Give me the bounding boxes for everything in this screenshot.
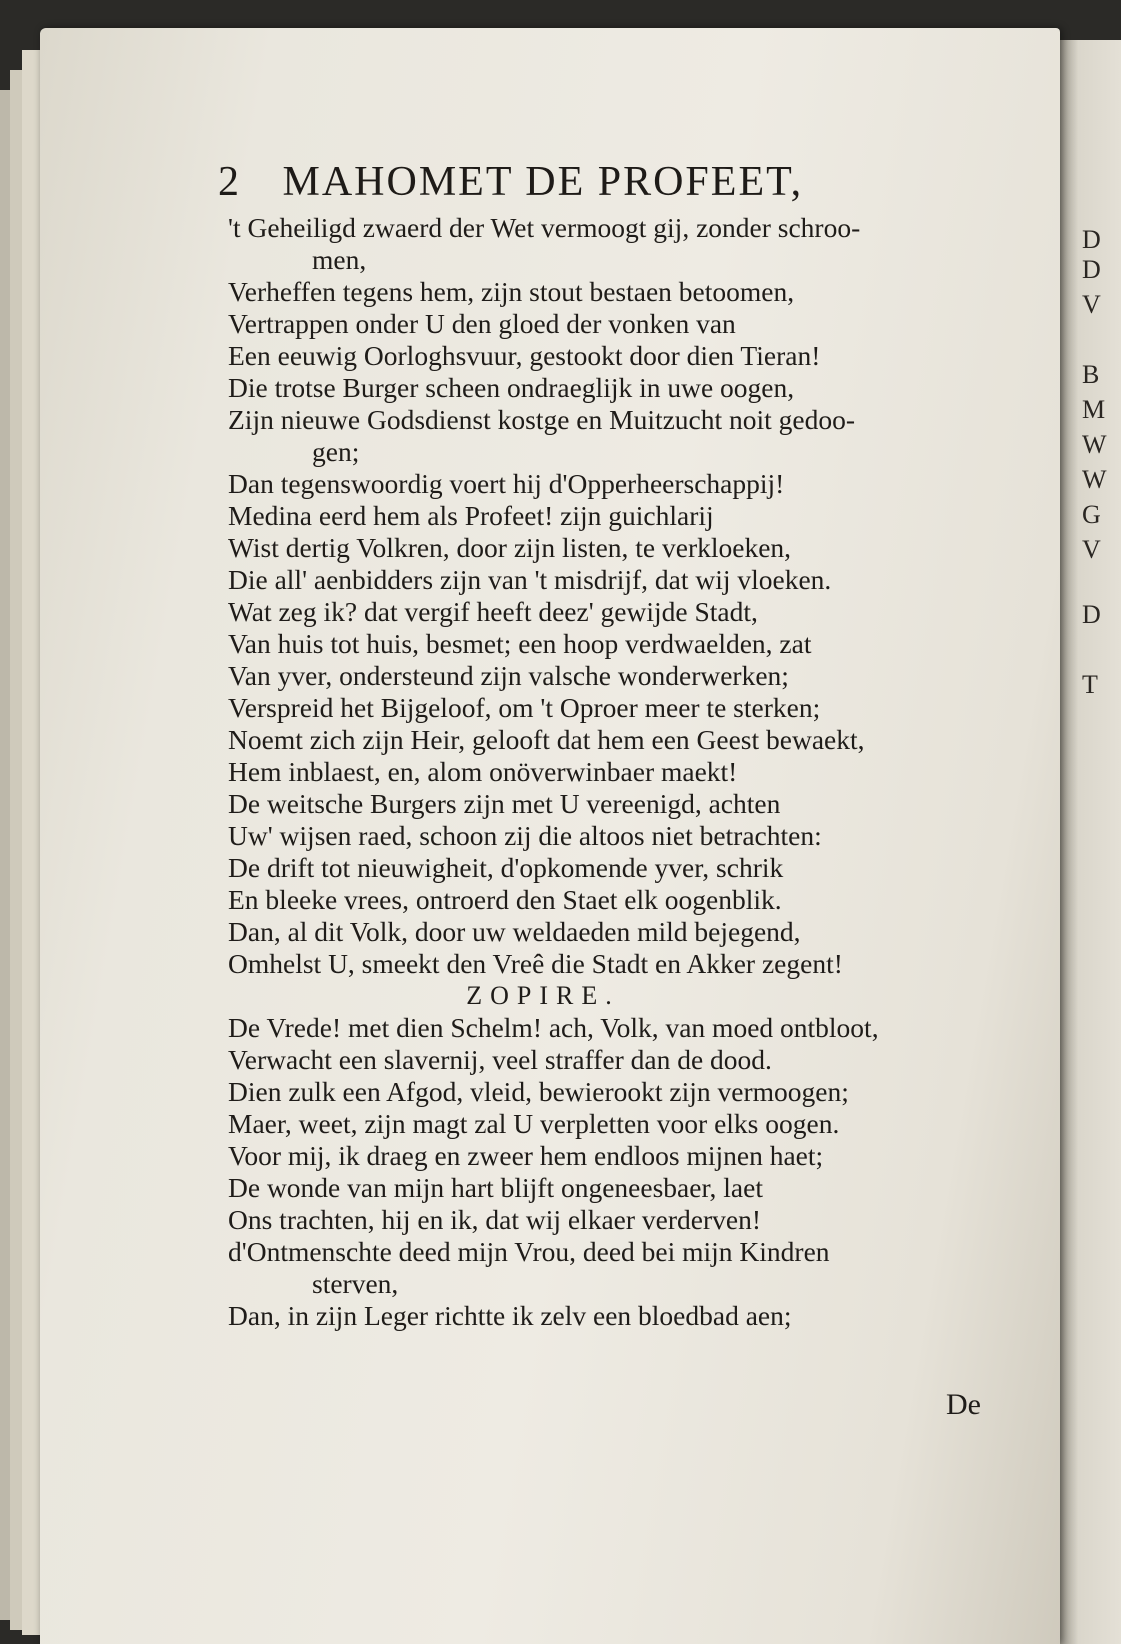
verse-line: De drift tot nieuwigheit, d'opkomende yver, schrik [228,852,784,883]
facing-page-letter: W [1082,465,1107,494]
verse-line: Dien zulk een Afgod, vleid, bewierookt zijn vermoogen; [228,1076,849,1107]
verse-line: Hem inblaest, en, alom onöverwinbaer maekt! [228,756,738,787]
verse-line: De weitsche Burgers zijn met U vereenigd, achten [228,788,781,819]
facing-page-letter: V [1082,535,1101,564]
running-header [218,158,938,208]
verse-line: Noemt zich zijn Heir, gelooft dat hem een Geest bewaekt, [228,724,865,755]
speaker-name: ZOPIRE. [466,981,620,1010]
verse-line: Die trotse Burger scheen ondraeglijk in uwe oogen, [228,372,795,403]
verse-line: Van huis tot huis, besmet; een hoop verdwaelden, zat [228,628,812,659]
facing-page-letter: B [1082,360,1100,389]
verse-line: sterven, [312,1268,399,1299]
verse-line: Uw' wijsen raed, schoon zij die altoos niet betrachten: [228,820,822,851]
facing-page-letter: W [1082,430,1107,459]
facing-page [1060,40,1121,1644]
verse-line: Verheffen tegens hem, zijn stout bestaen betoomen, [228,276,795,307]
verse-line: Dan tegenswoordig voert hij d'Opperheerschappij! [228,468,785,499]
facing-page-letter: T [1082,670,1098,699]
verse-line: En bleeke vrees, ontroerd den Staet elk oogenblik. [228,884,782,915]
verse-line: Zijn nieuwe Godsdienst kostge en Muitzucht noit gedoo- [228,404,856,435]
verse-text [228,212,1008,1332]
verse-line: 't Geheiligd zwaerd der Wet vermoogt gij, zonder schroo- [228,212,861,243]
verse-line: Maer, weet, zijn magt zal U verpletten voor elks oogen. [228,1108,840,1139]
verse-line: Dan, al dit Volk, door uw weldaeden mild bejegend, [228,916,801,947]
page-number: 2 [218,159,241,205]
facing-page-letter: V [1082,290,1101,319]
page-title: MAHOMET DE PROFEET, [282,159,804,205]
catchword: De [946,1388,981,1421]
verse-line: Verspreid het Bijgeloof, om 't Oproer meer te sterken; [228,692,821,723]
verse-line: men, [312,244,367,275]
facing-page-letter: D [1082,600,1101,629]
verse-line: Vertrappen onder U den gloed der vonken van [228,308,736,339]
verse-line: Die all' aenbidders zijn van 't misdrijf, dat wij vloeken. [228,564,832,595]
facing-page-letter: M [1082,395,1106,424]
verse-line: Verwacht een slavernij, veel straffer dan de dood. [228,1044,772,1075]
verse-line: gen; [312,436,360,467]
verse-line: Ons trachten, hij en ik, dat wij elkaer verderven! [228,1204,761,1235]
facing-page-letter: D [1082,225,1101,254]
verse-line: Voor mij, ik draeg en zweer hem endloos mijnen haet; [228,1140,824,1171]
verse-line: De Vrede! met dien Schelm! ach, Volk, van moed ontbloot, [228,1012,879,1043]
verse-line: Wat zeg ik? dat vergif heeft deez' gewijde Stadt, [228,596,758,627]
verse-line: Een eeuwig Oorloghsvuur, gestookt door dien Tieran! [228,340,821,371]
verse-line: Van yver, ondersteund zijn valsche wonderwerken; [228,660,789,691]
facing-page-letter: G [1082,500,1101,529]
verse-line: d'Ontmenschte deed mijn Vrou, deed bei mijn Kindren [228,1236,830,1267]
verse-line: Medina eerd hem als Profeet! zijn guichlarij [228,500,714,531]
verse-line: De wonde van mijn hart blijft ongeneesbaer, laet [228,1172,763,1203]
facing-page-letter: D [1082,255,1101,284]
verse-line: Dan, in zijn Leger richtte ik zelv een bloedbad aen; [228,1300,792,1331]
verse-line: Omhelst U, smeekt den Vreê die Stadt en Akker zegent! [228,948,843,979]
verse-line: Wist dertig Volkren, door zijn listen, te verkloeken, [228,532,792,563]
